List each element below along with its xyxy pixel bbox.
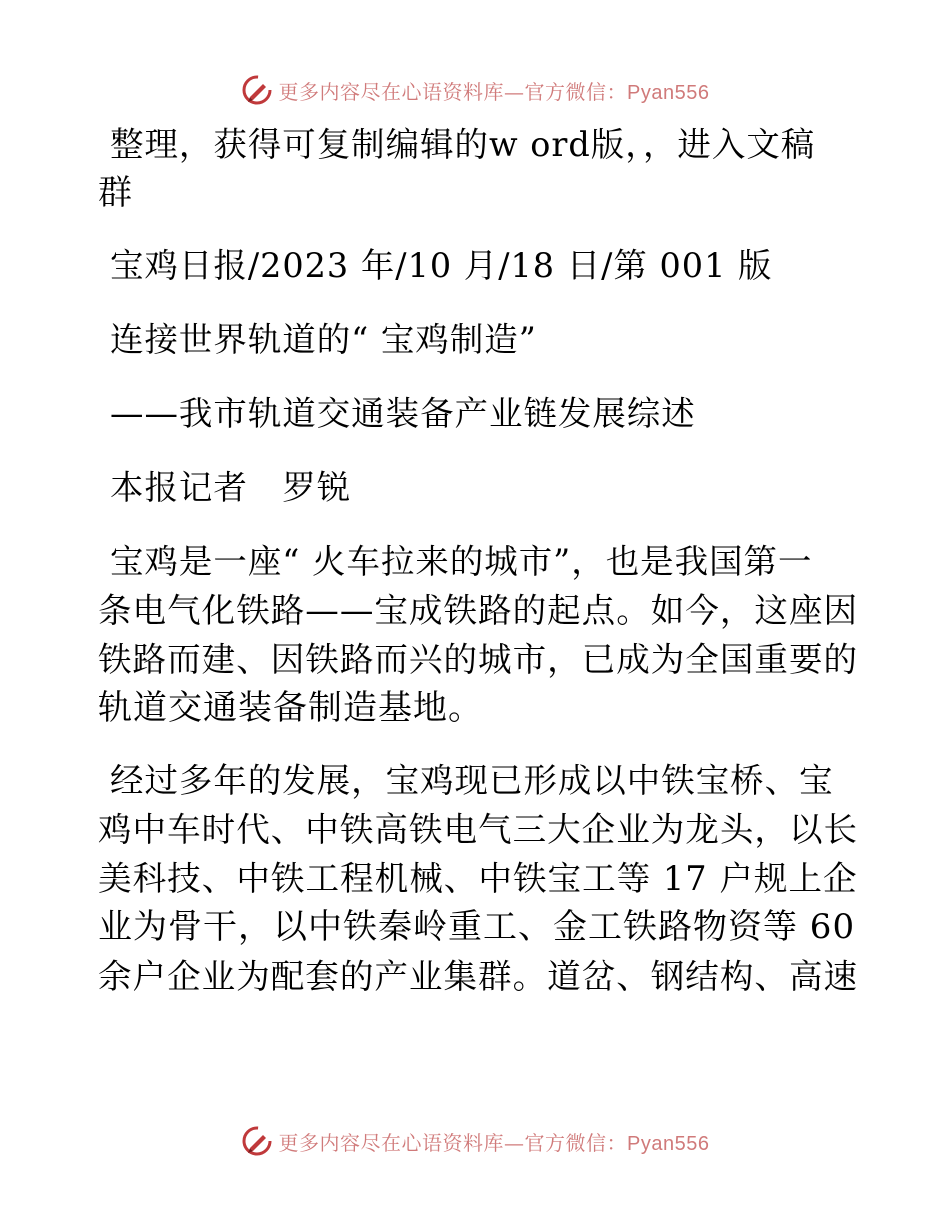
document-body xyxy=(98,120,858,1001)
text-line: 经过多年的发展，宝鸡现已形成以中铁宝桥、宝 xyxy=(110,761,834,800)
text-line: 整理，获得可复制编辑的w ord版，，进入文稿 xyxy=(110,125,816,164)
footer-banner xyxy=(0,1121,950,1161)
body-paragraph xyxy=(98,756,858,1001)
pen-circle-logo-icon xyxy=(241,1125,273,1157)
banner-prefix: 更多内容尽在心语资料库—官方微信： xyxy=(278,79,628,104)
header-banner xyxy=(0,70,950,110)
text-line: 条电气化铁路——宝成铁路的起点。如今，这座因 xyxy=(98,591,859,630)
dateline xyxy=(98,241,858,290)
text-line: 群 xyxy=(98,173,133,213)
text-line: 业为骨干，以中铁秦岭重工、金工铁路物资等 60 xyxy=(98,907,856,947)
article-title xyxy=(98,315,858,364)
banner-text xyxy=(279,1127,710,1156)
banner-code: Pyan556 xyxy=(627,1132,710,1155)
body-paragraph xyxy=(98,537,858,733)
text-line: 宝鸡日报/2023 年/10 月/18 日/第 001 版 xyxy=(110,246,773,285)
article-subtitle xyxy=(98,389,858,438)
banner-text xyxy=(279,76,710,105)
text-line: 余户企业为配套的产业集群。道岔、钢结构、高速 xyxy=(98,957,859,996)
text-line: 宝鸡是一座“ 火车拉来的城市”，也是我国第一 xyxy=(110,542,813,581)
text-line: 铁路而建、因铁路而兴的城市，已成为全国重要的 xyxy=(98,640,859,679)
intro-paragraph xyxy=(98,120,858,218)
banner-prefix: 更多内容尽在心语资料库—官方微信： xyxy=(278,1130,628,1155)
text-line: 鸡中车时代、中铁高铁电气三大企业为龙头，以长 xyxy=(98,810,859,849)
text-line: 轨道交通装备制造基地。 xyxy=(98,688,483,728)
text-line: 美科技、中铁工程机械、中铁宝工等 17 户规上企 xyxy=(98,859,858,898)
text-line: ——我市轨道交通装备产业链发展综述 xyxy=(110,394,696,433)
pen-circle-logo-icon xyxy=(241,74,273,106)
text-line: 连接世界轨道的“ 宝鸡制造” xyxy=(110,320,537,359)
banner-code: Pyan556 xyxy=(627,81,710,104)
byline xyxy=(98,463,858,512)
text-line: 本报记者 罗锐 xyxy=(110,468,352,507)
